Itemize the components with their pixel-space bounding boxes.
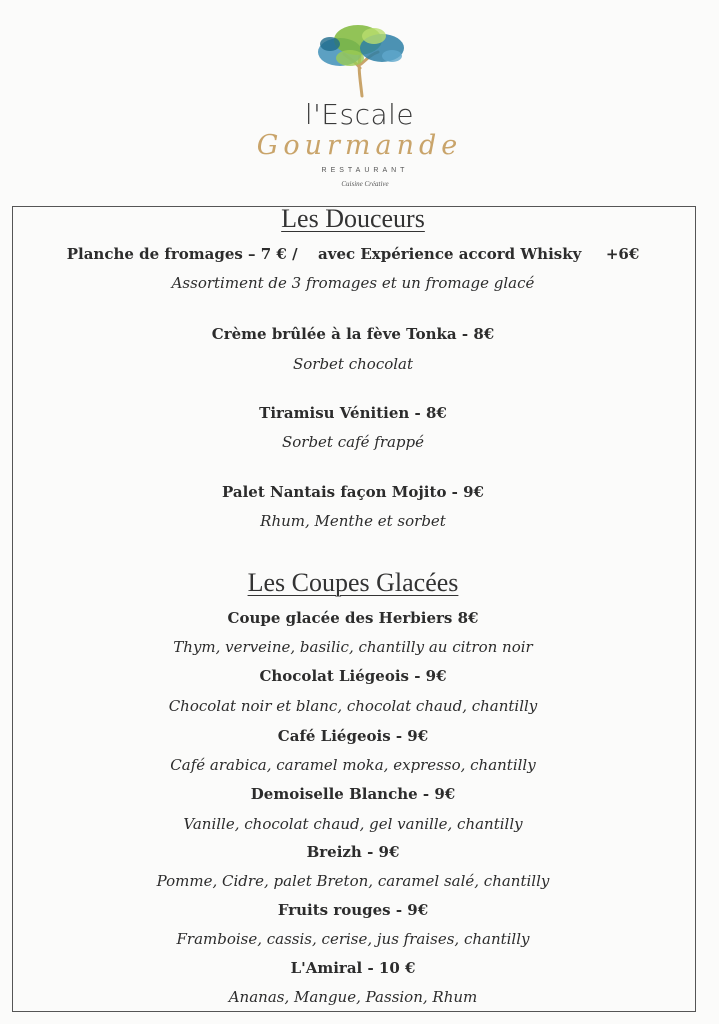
menu-item-name: Fruits rouges - 9€ <box>277 901 429 919</box>
menu-item-desc: Thym, verveine, basilic, chantilly au citron noir <box>173 638 533 656</box>
brand-tagline: Cuisine Créative <box>341 180 389 188</box>
menu-item-desc: Sorbet chocolat <box>292 355 414 373</box>
menu-item-name: Breizh - 9€ <box>306 843 400 861</box>
menu-item-desc: Framboise, cassis, cerise, jus fraises, chantilly <box>176 930 530 948</box>
menu-item-desc: Pomme, Cidre, palet Breton, caramel salé, chantilly <box>156 872 550 890</box>
restaurant-header <box>0 0 719 200</box>
menu-item-desc: Ananas, Mangue, Passion, Rhum <box>228 988 478 1006</box>
menu-item-planche <box>12 245 694 263</box>
menu-item-desc: Sorbet café frappé <box>281 433 425 451</box>
brand-script: Gourmande <box>256 130 463 161</box>
menu-item-desc: Vanille, chocolat chaud, gel vanille, chantilly <box>183 815 523 833</box>
menu-item-planche-desc: Assortiment de 3 fromages et un fromage glacé <box>171 274 535 292</box>
menu-item-name: Chocolat Liégeois - 9€ <box>259 667 447 685</box>
menu-item-name: Demoiselle Blanche - 9€ <box>250 785 456 803</box>
section-title-coupes: Les Coupes Glacées <box>247 568 459 597</box>
section-title-douceurs: Les Douceurs <box>281 204 425 233</box>
brand-name: l'Escale <box>304 98 415 131</box>
menu-item-name: Palet Nantais façon Mojito - 9€ <box>222 483 484 501</box>
menu-item-name: L'Amiral - 10 € <box>290 959 416 977</box>
tree-logo-icon <box>300 18 420 98</box>
menu-item-desc: Café arabica, caramel moka, expresso, chantilly <box>170 756 536 774</box>
brand-subtitle: RESTAURANT <box>321 167 409 174</box>
menu-item-desc: Chocolat noir et blanc, chocolat chaud, chantilly <box>168 697 538 715</box>
planche-name: Planche de fromages – 7 € / <box>66 245 298 263</box>
planche-option: avec Expérience accord Whisky <box>318 245 582 263</box>
planche-option-price: +6€ <box>605 245 640 263</box>
menu-item-name: Tiramisu Vénitien - 8€ <box>259 404 447 422</box>
menu-item-name: Café Liégeois - 9€ <box>277 727 429 745</box>
menu-item-desc: Rhum, Menthe et sorbet <box>260 512 446 530</box>
menu-item-name: Coupe glacée des Herbiers 8€ <box>227 609 479 627</box>
menu-item-name: Crème brûlée à la fève Tonka - 8€ <box>211 325 495 343</box>
